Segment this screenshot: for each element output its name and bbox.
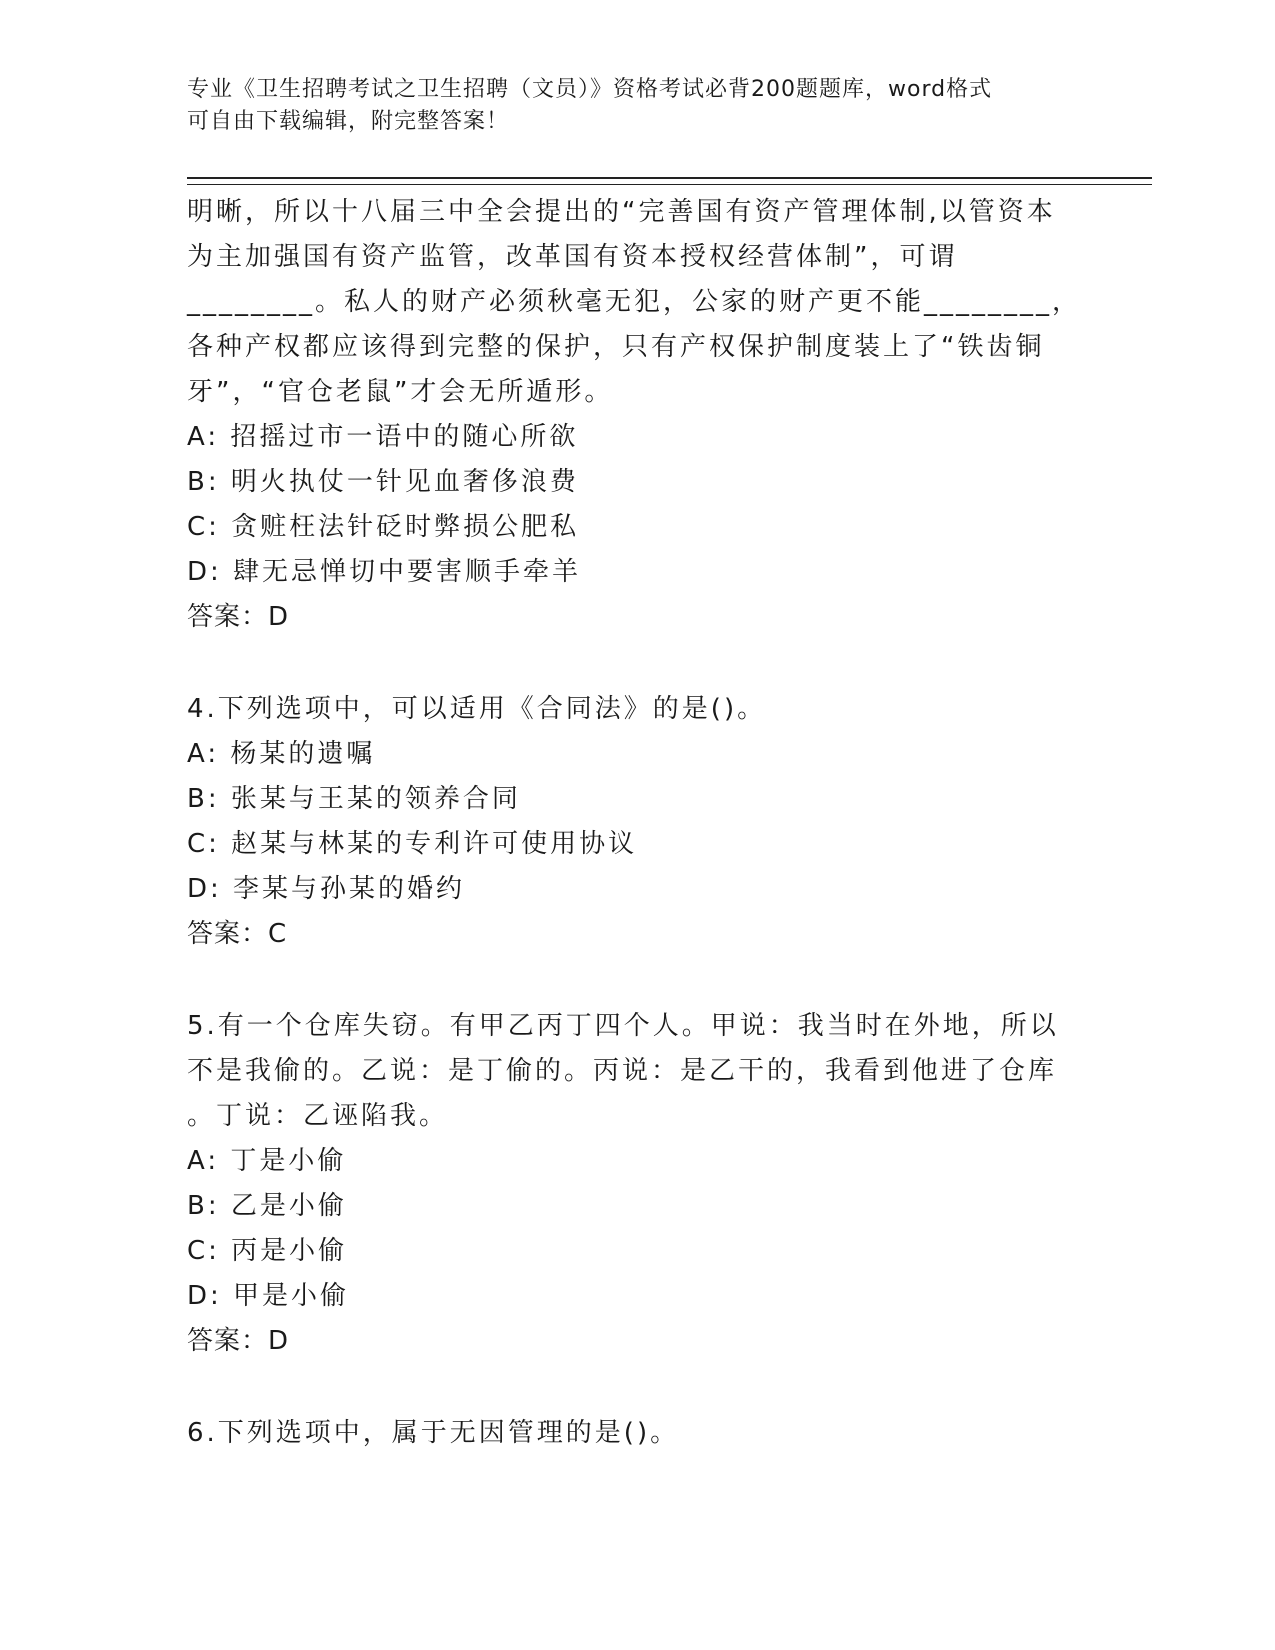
header-divider-thick (187, 177, 1152, 179)
question-3-answer: 答案：D (187, 602, 290, 632)
question-4-answer: 答案：C (187, 919, 288, 949)
document-header (187, 74, 1087, 138)
question-3-block (187, 190, 1087, 640)
question-4-option-b: B: 张某与王某的领养合同 (187, 784, 521, 814)
spacer (187, 640, 1087, 687)
question-6-stem: 6.下列选项中，属于无因管理的是()。 (187, 1418, 680, 1448)
header-line-2: 可自由下载编辑，附完整答案！ (187, 109, 510, 134)
question-5-block (187, 1004, 1087, 1364)
spacer (187, 957, 1087, 1004)
question-3-option-d: D: 肆无忌惮切中要害顺手牵羊 (187, 557, 582, 587)
question-5-option-d: D: 甲是小偷 (187, 1281, 350, 1311)
spacer (187, 1364, 1087, 1411)
question-3-option-c: C: 贪赃枉法针砭时弊损公肥私 (187, 512, 580, 542)
question-5-answer: 答案：D (187, 1326, 290, 1356)
question-5-option-a: A: 丁是小偷 (187, 1146, 347, 1176)
question-5-option-b: B: 乙是小偷 (187, 1191, 347, 1221)
question-3-line: 明晰，所以十八届三中全会提出的“完善国有资产管理体制,以管资本 (187, 197, 1056, 227)
question-4-stem: 4.下列选项中，可以适用《合同法》的是()。 (187, 694, 767, 724)
question-3-line: 牙”，“官仓老鼠”才会无所遁形。 (187, 377, 614, 407)
header-divider-thin (187, 184, 1152, 185)
question-3-option-a: A: 招摇过市一语中的随心所欲 (187, 422, 579, 452)
question-5-option-c: C: 丙是小偷 (187, 1236, 348, 1266)
question-3-line: 各种产权都应该得到完整的保护，只有产权保护制度装上了“铁齿铜 (187, 332, 1045, 362)
question-content (187, 190, 1087, 1456)
question-3-line: ________。私人的财产必须秋毫无犯，公家的财产更不能________， (187, 287, 1082, 317)
header-line-1: 专业《卫生招聘考试之卫生招聘（文员）》资格考试必背200题题库，word格式 (187, 77, 993, 102)
question-5-line: 。丁说：乙诬陷我。 (187, 1101, 449, 1131)
question-5-line: 5.有一个仓库失窃。有甲乙丙丁四个人。甲说：我当时在外地，所以 (187, 1011, 1059, 1041)
question-4-option-c: C: 赵某与林某的专利许可使用协议 (187, 829, 638, 859)
question-4-option-d: D: 李某与孙某的婚约 (187, 874, 466, 904)
question-3-line: 为主加强国有资产监管，改革国有资本授权经营体制”，可谓 (187, 242, 958, 272)
question-6-block (187, 1411, 1087, 1456)
question-4-block (187, 687, 1087, 957)
question-5-line: 不是我偷的。乙说：是丁偷的。丙说：是乙干的，我看到他进了仓库 (187, 1056, 1058, 1086)
question-3-option-b: B: 明火执仗一针见血奢侈浪费 (187, 467, 579, 497)
question-4-option-a: A: 杨某的遗嘱 (187, 739, 376, 769)
